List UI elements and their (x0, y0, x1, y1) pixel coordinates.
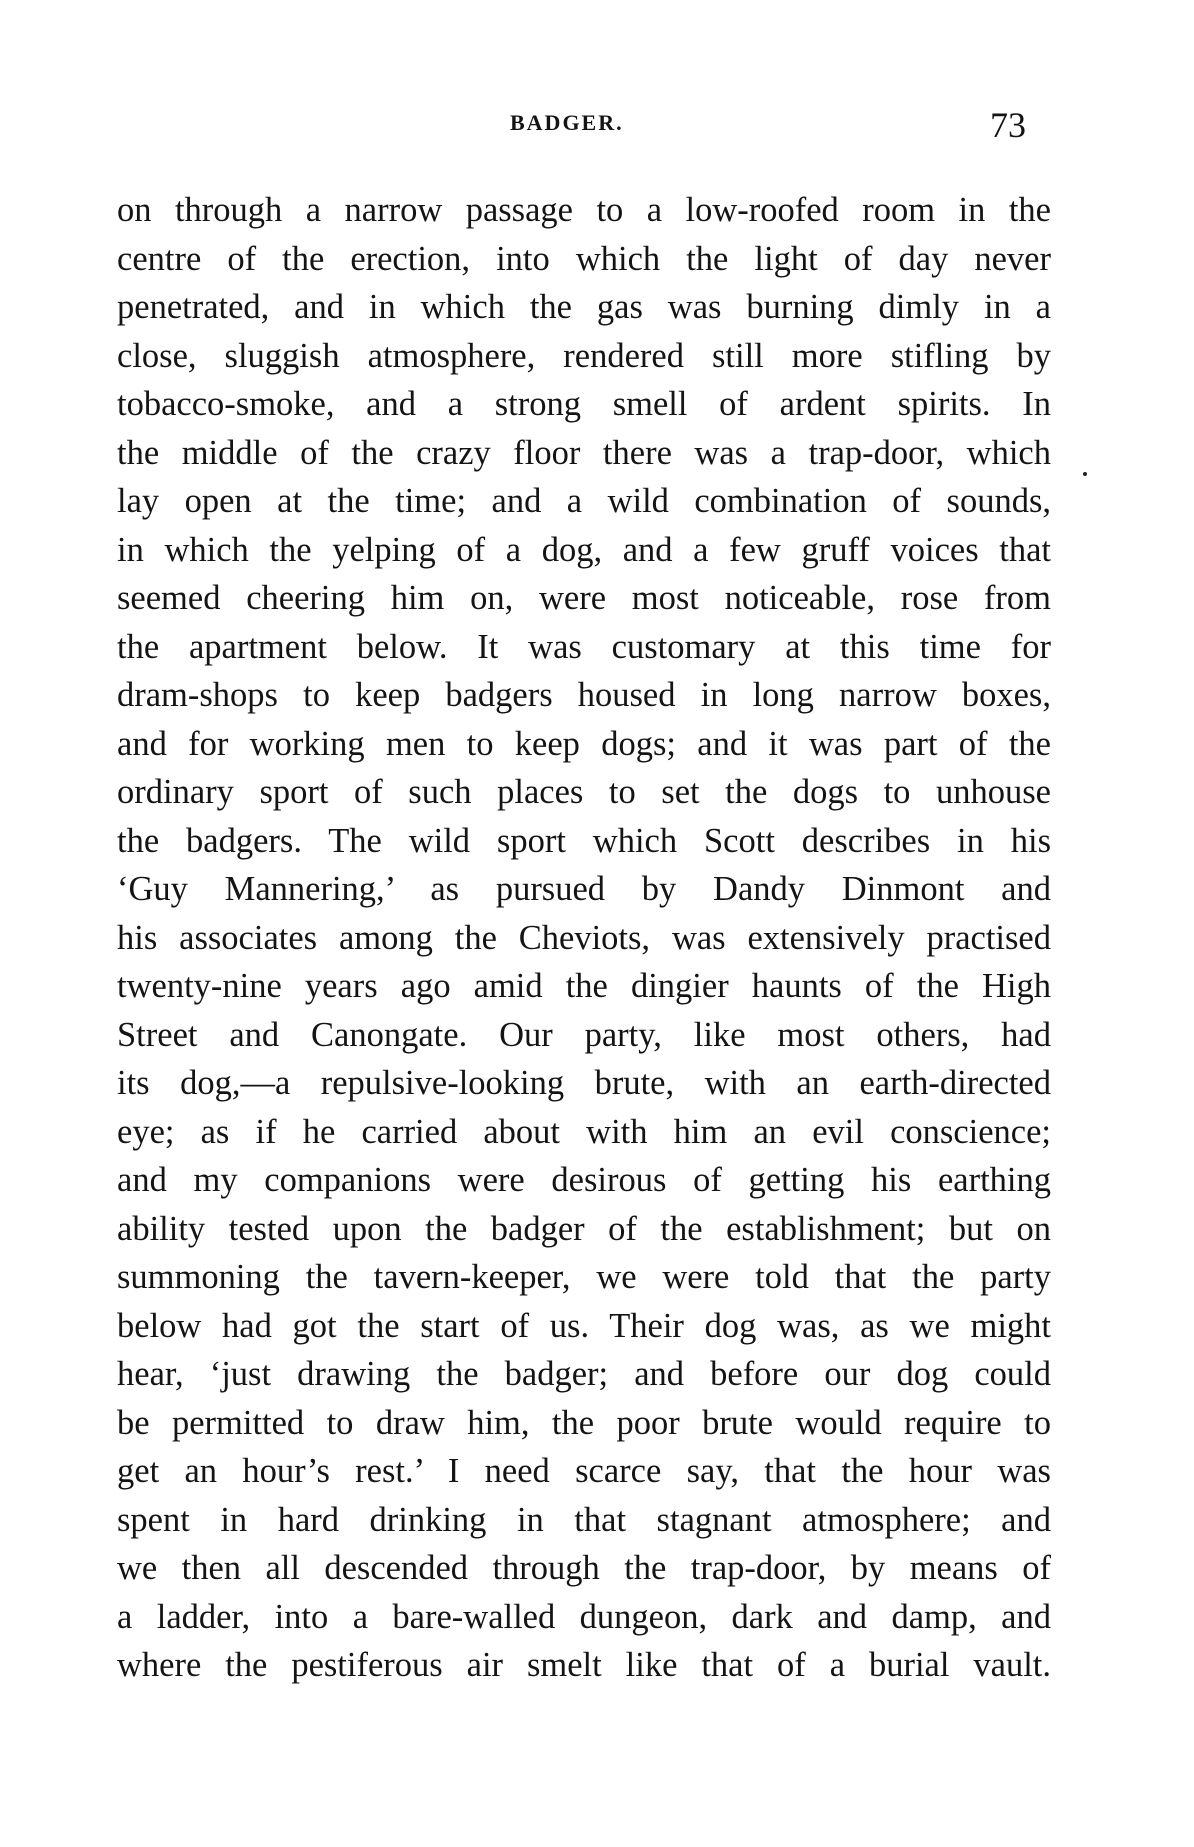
text-line: tobacco-smoke, and a strong smell of ardent spirits. In (117, 385, 1051, 423)
text-line: be permitted to draw him, the poor brute would require to (117, 1403, 1051, 1442)
text-line: twenty-nine years ago amid the dingier haunts of the High (117, 967, 1051, 1005)
running-title: BADGER. (510, 110, 624, 135)
text-line: a ladder, into a bare-walled dungeon, dark and damp, and (117, 1597, 1051, 1636)
text-line: on through a narrow passage to a low-roofed room in the (117, 191, 1051, 229)
text-line: hear, ‘just drawing the badger; and before our dog could (117, 1355, 1051, 1393)
page-number: 73 (990, 105, 1026, 145)
text-line: the badgers. The wild sport which Scott describes in his (117, 821, 1051, 860)
text-line: ability tested upon the badger of the establishment; but on (117, 1209, 1051, 1248)
text-line: dram-shops to keep badgers housed in long narrow boxes, (117, 676, 1051, 714)
body-text (117, 186, 1051, 1690)
text-line: Street and Canongate. Our party, like most others, had (117, 1015, 1051, 1054)
text-line: its dog,—a repulsive-looking brute, with an earth-directed (117, 1064, 1051, 1102)
text-line: eye; as if he carried about with him an evil conscience; (117, 1112, 1051, 1151)
text-line: summoning the tavern-keeper, we were told that the party (117, 1258, 1051, 1296)
text-line: the apartment below. It was customary at this time for (117, 627, 1051, 666)
text-line: where the pestiferous air smelt like that of a burial vault. (117, 1646, 1051, 1684)
text-line: below had got the start of us. Their dog was, as we might (117, 1306, 1051, 1345)
text-line: spent in hard drinking in that stagnant atmosphere; and (117, 1500, 1051, 1539)
text-line: get an hour’s rest.’ I need scarce say, that the hour was (117, 1452, 1051, 1490)
text-line: seemed cheering him on, were most noticeable, rose from (117, 579, 1051, 617)
text-line: lay open at the time; and a wild combination of sounds, (117, 482, 1051, 520)
text-line: his associates among the Cheviots, was extensively practised (117, 918, 1051, 957)
print-speck (1083, 472, 1087, 476)
text-line: and my companions were desirous of getting his earthing (117, 1161, 1051, 1199)
text-line: and for working men to keep dogs; and it was part of the (117, 724, 1051, 763)
text-line: penetrated, and in which the gas was burning dimly in a (117, 288, 1051, 326)
text-line: centre of the erection, into which the light of day never (117, 239, 1051, 278)
text-line: we then all descended through the trap-door, by means of (117, 1549, 1051, 1587)
text-line: the middle of the crazy floor there was a trap-door, which (117, 433, 1051, 472)
text-line: close, sluggish atmosphere, rendered still more stifling by (117, 336, 1051, 375)
text-line: in which the yelping of a dog, and a few gruff voices that (117, 530, 1051, 569)
text-line: ordinary sport of such places to set the dogs to unhouse (117, 773, 1051, 811)
running-head (0, 106, 1194, 146)
text-line: ‘Guy Mannering,’ as pursued by Dandy Dinmont and (117, 870, 1051, 908)
